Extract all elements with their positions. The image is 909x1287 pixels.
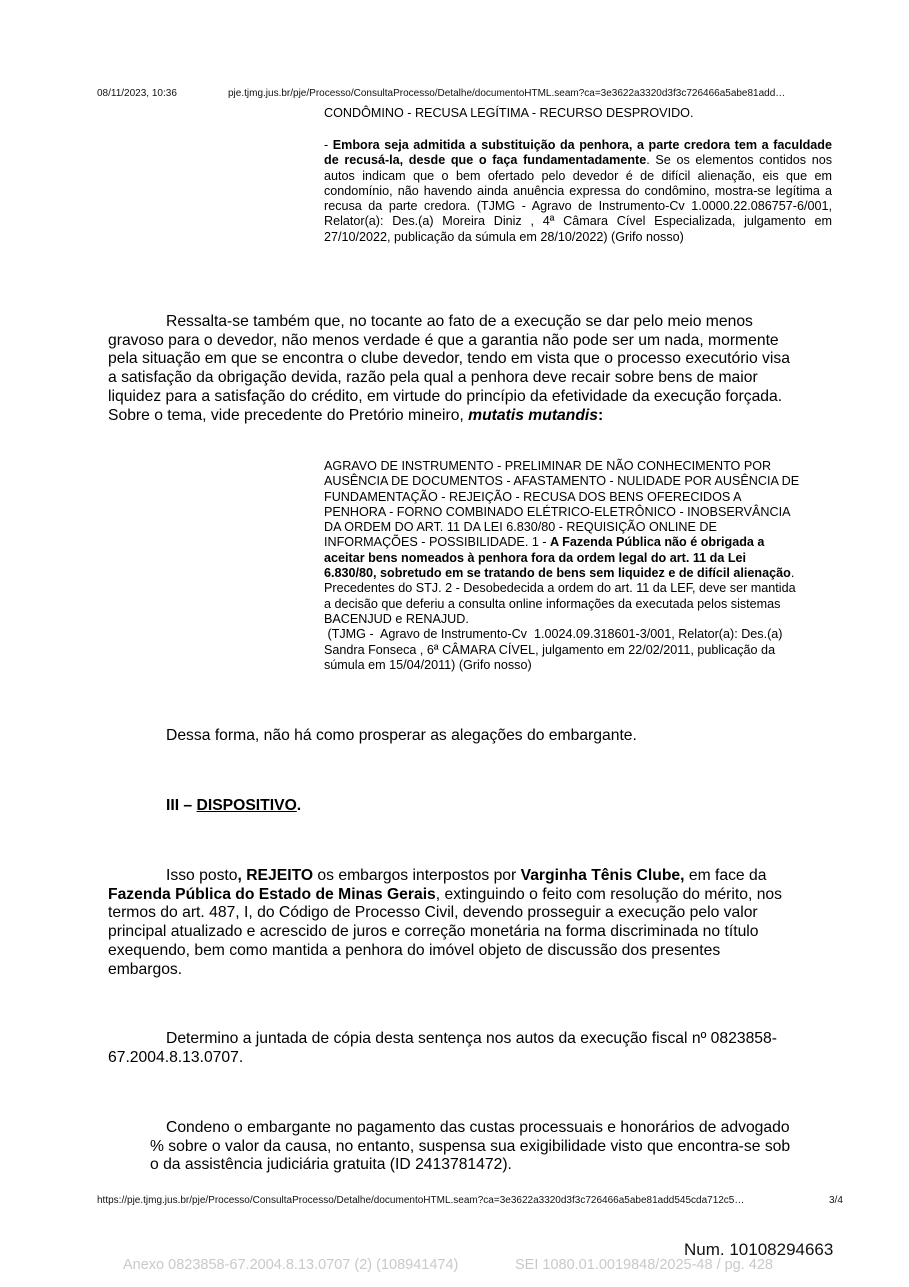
para3-line: exequendo, bem como mantida a penhora do imóvel objeto de discussão dos presentes [108, 941, 721, 959]
section-title: DISPOSITIVO [196, 797, 297, 814]
para5-line: % sobre o valor da causa, no entanto, suspensa sua exigibilidade visto que encontra-se sob [150, 1137, 791, 1155]
quote2-line: PENHORA - FORNO COMBINADO ELÉTRICO-ELETRÔNICO - INOBSERVÂNCIA [324, 504, 791, 519]
paragraph-dispositivo [108, 867, 838, 979]
para1-line: Ressalta-se também que, no tocante ao fato de a execução se dar pelo meio menos [166, 313, 753, 330]
quote2-bold-line: aceitar bens nomeados à penhora fora da ordem legal do art. 11 da Lei [324, 550, 747, 565]
sei-label: SEI 1080.01.0019848/2025-48 / pg. 428 [515, 1257, 773, 1273]
section-prefix: III – [166, 797, 197, 814]
quote-1-heading: CONDÔMINO - RECUSA LEGÍTIMA - RECURSO DESPROVIDO. [324, 106, 694, 120]
fazenda-name: Fazenda Pública do Estado de Minas Gerais [108, 885, 436, 903]
quote2-line6-bold: A Fazenda Pública não é obrigada a [550, 535, 765, 550]
print-url: pje.tjmg.jus.br/pje/Processo/ConsultaProcesso/Detalhe/documentoHTML.seam?ca=3e3622a3320d3f3c726466a5abe81add… [228, 88, 786, 99]
para1-line [108, 407, 838, 426]
quote2-line [324, 551, 834, 566]
para1-line: gravoso para o devedor, não menos verdade é que a garantia não pode ser um nada, mormente [108, 331, 779, 349]
para1-colon: : [598, 406, 604, 424]
para3-line: termos do art. 487, I, do Código de Processo Civil, devendo prosseguir a execução pelo valor [108, 904, 758, 922]
document-number: Num. 10108294663 [684, 1240, 834, 1259]
para3-line [108, 886, 838, 905]
paragraph-custas [108, 1119, 838, 1175]
para3-line: principal atualizado e acrescido de juros e correção monetária na forma discriminada no título [108, 923, 759, 941]
mutatis-mutandis: mutatis mutandis [468, 406, 599, 424]
quote-1-bold: Embora seja admitida a substituição da penhora, a parte credora tem a faculdade de recusá-la, desde que o faça fundamentadamente [324, 138, 832, 168]
footer-page-number: 3/4 [829, 1195, 843, 1206]
para1-line: liquidez para a satisfação do crédito, em virtude do princípio da efetividade da execução forçada. [108, 387, 783, 405]
para3-text: Isso posto [166, 867, 238, 884]
quote2-line: DA ORDEM DO ART. 11 DA LEI 6.830/80 - REQUISIÇÃO ONLINE DE [324, 520, 717, 535]
embargante-name: Varginha Tênis Clube, [520, 867, 685, 884]
quote-1-body [324, 138, 832, 245]
quote2-line: FUNDAMENTAÇÃO - REJEIÇÃO - RECUSA DOS BENS OFERECIDOS A [324, 489, 742, 504]
paragraph-conclusion: Dessa forma, não há como prosperar as alegações do embargante. [166, 727, 637, 744]
footer-url: https://pje.tjmg.jus.br/pje/Processo/ConsultaProcesso/Detalhe/documentoHTML.seam?ca=3e3622a3320d3f3c726466a5abe81add545cda712c5… [97, 1195, 745, 1206]
quote2-line: BACENJUD e RENAJUD. [324, 611, 469, 626]
quote2-line: Sandra Fonseca , 6ª CÂMARA CÍVEL, julgamento em 22/02/2011, publicação da [324, 642, 776, 657]
para3-text: em face da [684, 867, 767, 884]
quote2-line: (TJMG - Agravo de Instrumento-Cv 1.0024.09.318601-3/001, Relator(a): Des.(a) [324, 627, 783, 642]
quote2-line6-start: INFORMAÇÕES - POSSIBILIDADE. 1 - [324, 535, 551, 550]
section-suffix: . [296, 797, 302, 814]
quote2-line: AUSÊNCIA DE DOCUMENTOS - AFASTAMENTO - NULIDADE POR AUSÊNCIA DE [324, 474, 800, 489]
quote-1-dash: - [324, 138, 333, 152]
para4-line: Determino a juntada de cópia desta sentença nos autos da execução fiscal nº 0823858- [166, 1030, 777, 1047]
para5-line: Condeno o embargante no pagamento das custas processuais e honorários de advogado [166, 1119, 790, 1136]
para1-last-text: Sobre o tema, vide precedente do Pretório mineiro, [108, 406, 469, 424]
quote2-line: Precedentes do STJ. 2 - Desobedecida a ordem do art. 11 da LEF, deve ser mantida [324, 581, 796, 596]
paragraph-juntada [108, 1030, 838, 1067]
quote-2 [324, 459, 834, 673]
quote2-line: a decisão que deferiu a consulta online informações da executada pelos sistemas [324, 596, 781, 611]
para3-line [108, 867, 838, 886]
para5-line: o da assistência judiciária gratuita (ID 2413781472). [150, 1156, 512, 1174]
quote2-line [324, 535, 834, 550]
quote2-bold-line: 6.830/80, sobretudo em se tratando de bens sem liquidez e de difícil alienação [324, 566, 791, 581]
section-heading [166, 797, 301, 816]
quote2-line [324, 566, 834, 581]
paragraph-penhora [108, 313, 838, 425]
para1-line: pela situação em que se encontra o clube devedor, tendo em vista que o processo executório visa [108, 350, 790, 368]
quote-1-rest: . Se os elementos contidos nos autos indicam que o bem ofertado pelo devedor é de difícil alienação, eis que em condomínio, não havendo ainda anuência expressa do condômino, mostra-se legítima a recusa da parte credora. (TJMG - Agravo de Instrumento-Cv 1.0000.22.086757-6/001, Relator(a): Des.(a) Moreira Diniz , 4ª Câmara Cível Especializada, julgamento em 27/10/2022, publicação da súmula em 28/10/2022) (Grifo nosso) [324, 153, 833, 244]
quote2-line: AGRAVO DE INSTRUMENTO - PRELIMINAR DE NÃO CONHECIMENTO POR [324, 459, 772, 473]
rejeito: , REJEITO [237, 867, 314, 884]
para4-line: 67.2004.8.13.0707. [108, 1048, 244, 1066]
para3-text: os embargos interpostos por [313, 867, 521, 884]
print-datetime: 08/11/2023, 10:36 [97, 88, 177, 99]
quote2-period: . [790, 566, 795, 581]
para1-line: a satisfação da obrigação devida, razão pela qual a penhora deve recair sobre bens de maior [108, 369, 758, 387]
annex-label: Anexo 0823858-67.2004.8.13.0707 (2) (108941474) [123, 1257, 459, 1273]
quote2-line: súmula em 15/04/2011) (Grifo nosso) [324, 657, 532, 672]
para3-line: embargos. [108, 960, 183, 978]
para3-text: , extinguindo o feito com resolução do mérito, nos [435, 885, 782, 903]
